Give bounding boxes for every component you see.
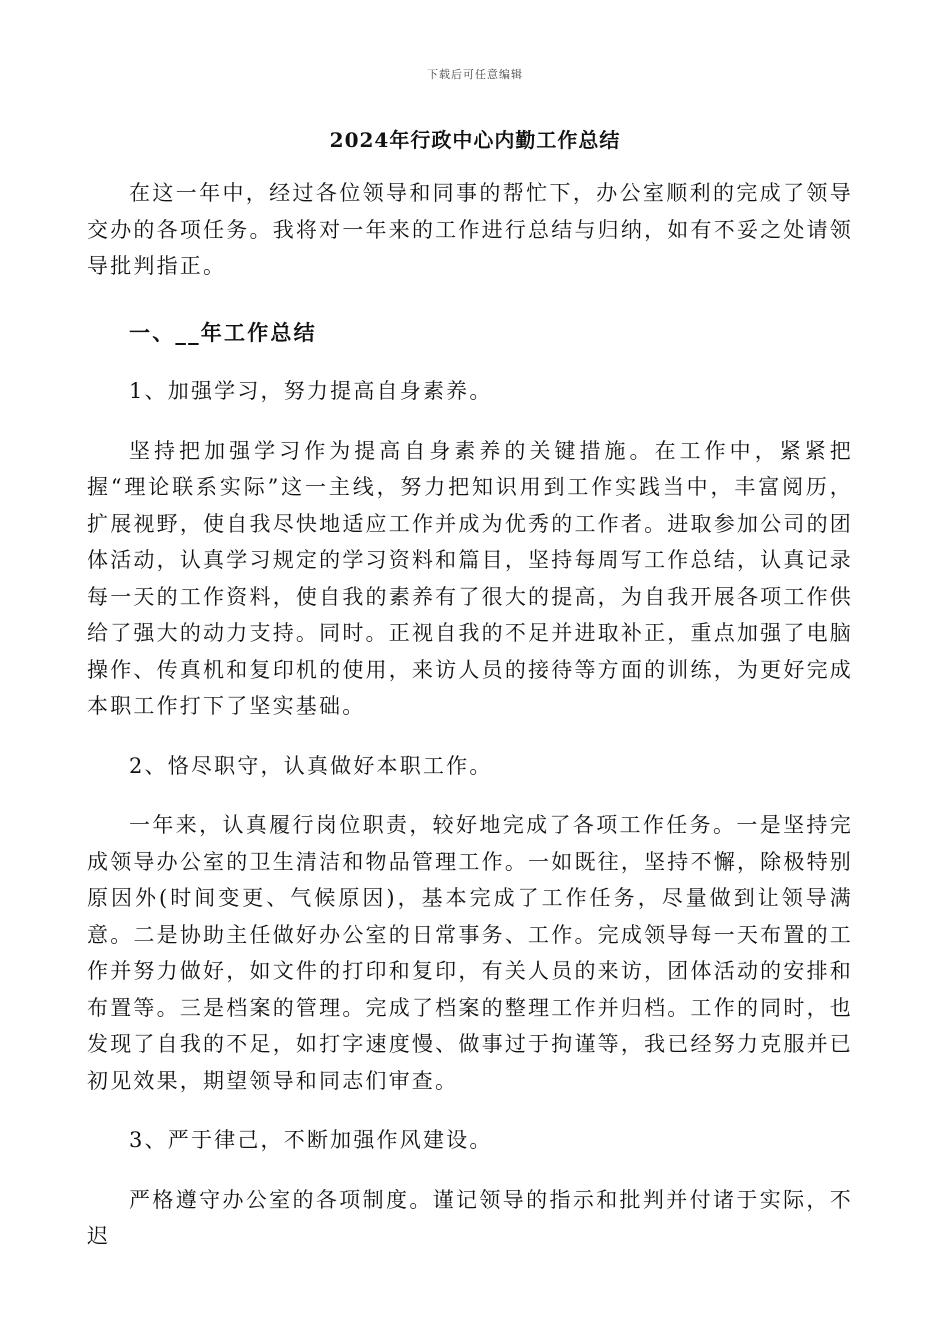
item-heading-1: 1、加强学习，努力提高自身素养。 bbox=[129, 379, 493, 403]
header-note: 下载后可任意编辑 bbox=[427, 68, 523, 81]
document-body bbox=[87, 175, 853, 1255]
intro-paragraph: 在这一年中，经过各位领导和同事的帮忙下，办公室顺利的完成了领导交办的各项任务。我将对一年来的工作进行总结与归纳，如有不妥之处请领导批判指正。 bbox=[87, 181, 853, 278]
section-heading-1: 一、__年工作总结 bbox=[129, 319, 317, 345]
item-heading-2: 2、恪尽职守，认真做好本职工作。 bbox=[129, 753, 493, 778]
item-body-1: 坚持把加强学习作为提高自身素养的关键措施。在工作中，紧紧把握“理论联系实际”这一主线，努力把知识用到工作实践当中，丰富阅历，扩展视野，使自我尽快地适应工作并成为优秀的工作者。进取参加公司的团体活动，认真学习规定的学习资料和篇目，坚持每周写工作总结，认真记录每一天的工作资料，使自我的素养有了很大的提高，为自我开展各项工作供给了强大的动力支持。同时。正视自我的不足并进取补正，重点加强了电脑操作、传真机和复印机的使用，来访人员的接待等方面的训练，为更好完成本职工作打下了坚实基础。 bbox=[87, 438, 853, 718]
item-heading-3: 3、严于律己，不断加强作风建设。 bbox=[129, 1128, 493, 1152]
item-body-3: 严格遵守办公室的各项制度。谨记领导的指示和批判并付诸于实际，不迟 bbox=[87, 1187, 853, 1248]
document-title: 2024年行政中心内勤工作总结 bbox=[329, 128, 621, 152]
item-body-2: 一年来，认真履行岗位职责，较好地完成了各项工作任务。一是坚持完成领导办公室的卫生清洁和物品管理工作。一如既往，坚持不懈，除极特别原因外(时间变更、气候原因)，基本完成了工作任务，尽量做到让领导满意。二是协助主任做好办公室的日常事务、工作。完成领导每一天布置的工作并努力做好，如文件的打印和复印，有关人员的来访，团体活动的安排和布置等。三是档案的管理。完成了档案的整理工作并归档。工作的同时，也发现了自我的不足，如打字速度慢、做事过于拘谨等，我已经努力克服并已初见效果，期望领导和同志们审查。 bbox=[87, 813, 853, 1093]
